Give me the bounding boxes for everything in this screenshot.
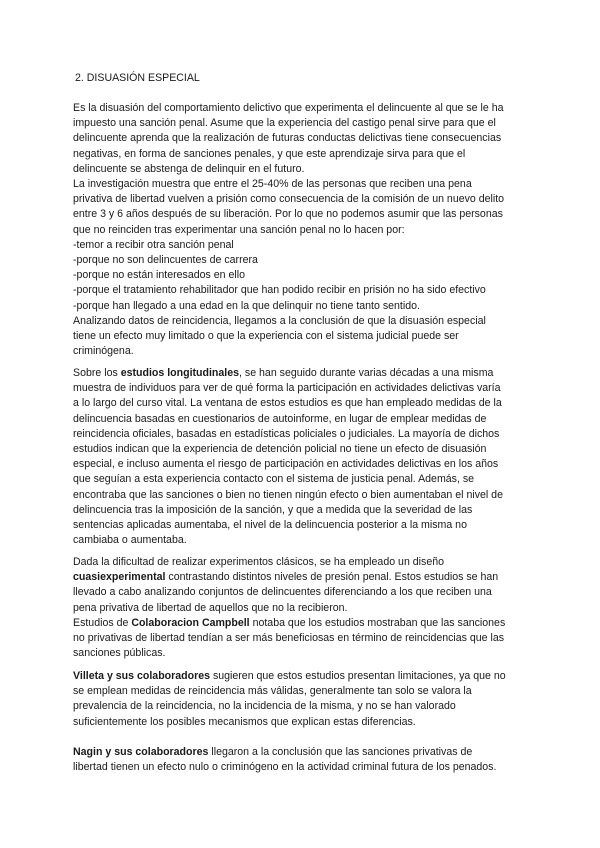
text-line: prevalencia de la reincidencia, no la incidencia de la misma, y no se han valorado xyxy=(73,700,456,713)
text-line: cuasiexperimental contrastando distintos niveles de presión penal. Estos estudios se han xyxy=(73,571,499,584)
text-line: impuesto una sanción penal. Asume que la experiencia del castigo penal sirve para que el xyxy=(73,117,496,130)
text-line: Sobre los estudios longitudinales, se han seguido durante varias décadas a una misma xyxy=(73,367,494,379)
paragraph-disuasion-especial xyxy=(73,101,533,359)
text-line: privativa de libertad vuelven a prisión como consecuencia de la comisión de un nuevo delito xyxy=(73,193,505,206)
text-line: delincuencia basadas en cuestionarios de autoinforme, en lugar de emplear medidas de xyxy=(73,412,487,425)
text-line: Es la disuasión del comportamiento delictivo que experimenta el delincuente al que se le ha xyxy=(73,102,504,114)
text-line: delincuente se abstenga de delinquir en el futuro. xyxy=(73,162,305,175)
text-line: Estudios de Colaboracion Campbell notaba que los estudios mostraban que las sanciones xyxy=(73,616,506,629)
text-line: se emplean medidas de reincidencia más válidas, generalmente tan solo se valora la xyxy=(73,685,472,698)
text-line: llevado a cabo analizando conjuntos de delincuentes diferenciando a los que reciben una xyxy=(73,586,492,599)
text-line: Dada la dificultad de realizar experimentos clásicos, se ha empleado un diseño xyxy=(73,556,444,568)
paragraph-estudios-longitudinales xyxy=(73,366,533,548)
bold-term: cuasiexperimental xyxy=(73,571,166,584)
text-line: entre 3 y 6 años después de su liberación. Por lo que no podemos asumir que las personas xyxy=(73,208,503,221)
text-line: pena privativa de libertad de aquellos que no la recibieron. xyxy=(73,601,348,614)
text-line: sentencias aplicadas aumentaba, el nivel de la delincuencia posterior a la misma no xyxy=(73,519,467,532)
text-line: muestra de individuos para ver de qué forma la participación en actividades delictivas varía xyxy=(73,382,501,395)
section-heading: 2. DISUASIÓN ESPECIAL xyxy=(75,72,200,84)
text-line: Villeta y sus colaboradores sugieren que estos estudios presentan limitaciones, ya que no xyxy=(73,670,506,682)
text-line: negativas, en forma de sanciones penales, y que este aprendizaje sirva para que el xyxy=(73,147,466,160)
list-item: -porque no están interesados en ello xyxy=(73,269,245,282)
text-line: no privativas de libertad tendían a ser más beneficiosas en término de reincidencias que las xyxy=(73,632,505,645)
text-line: libertad tienen un efecto nulo o criminógeno en la actividad criminal futura de los penados. xyxy=(73,761,497,774)
bold-term: Nagin y sus colaboradores xyxy=(73,746,209,758)
text-line: delincuencia tras la imposición de la sanción, y que a medida que la severidad de las xyxy=(73,503,473,516)
text-line: reincidencia oficiales, basadas en estadísticas policiales o judiciales. La mayoría de dichos xyxy=(73,427,500,440)
bold-term: Colaboracion Campbell xyxy=(131,616,250,629)
text-line: criminógena. xyxy=(73,345,134,358)
bold-term: estudios longitudinales xyxy=(120,367,240,379)
bold-term: Villeta y sus colaboradores xyxy=(73,670,210,682)
text-line: encontraba que las sanciones o bien no tienen ningún efecto o bien aumentaban el nivel de xyxy=(73,488,503,501)
text-line: La investigación muestra que entre el 25-40% de las personas que reciben una pena xyxy=(73,178,472,191)
text-line: estudios indican que la experiencia de detención policial no tiene un efecto de disuasión xyxy=(73,443,487,456)
paragraph-cuasiexperimental xyxy=(73,555,533,661)
text-line: tiene un efecto muy limitado o que la experiencia con el sistema judicial puede ser xyxy=(73,330,459,343)
text-line: cambiaba o aumentaba. xyxy=(73,534,187,547)
list-item: -porque han llegado a una edad en la que delinquir no tiene tanto sentido. xyxy=(73,299,420,312)
list-item: -porque el tratamiento rehabilitador que han podido recibir en prisión no ha sido efectivo xyxy=(73,284,486,297)
text-line: sanciones públicas. xyxy=(73,647,166,660)
text-line: a lo largo del curso vital. La ventana de estos estudios es que han empleado medidas de la xyxy=(73,397,502,410)
paragraph-nagin xyxy=(73,745,533,775)
text-line: que no reinciden tras experimentar una sanción penal no lo hacen por: xyxy=(73,223,405,236)
text-line: Analizando datos de reincidencia, llegamos a la conclusión de que la disuasión especial xyxy=(73,314,486,327)
text-line: suficientemente los posibles mecanismos que explican estas diferencias. xyxy=(73,715,416,728)
text-line: especial, e incluso aumenta el riesgo de participación en actividades delictivas en los años xyxy=(73,458,499,471)
list-item: -temor a recibir otra sanción penal xyxy=(73,238,234,251)
text-line: que seguían a esta experiencia contacto con el sistema de justicia penal. Además, se xyxy=(73,473,475,486)
paragraph-villeta xyxy=(73,669,533,730)
text-line: Nagin y sus colaboradores llegaron a la conclusión que las sanciones privativas de xyxy=(73,746,473,758)
list-item: -porque no son delincuentes de carrera xyxy=(73,254,258,267)
text-line: delincuente aprenda que la realización de futuras conductas delictivas tiene consecuencias xyxy=(73,132,502,145)
